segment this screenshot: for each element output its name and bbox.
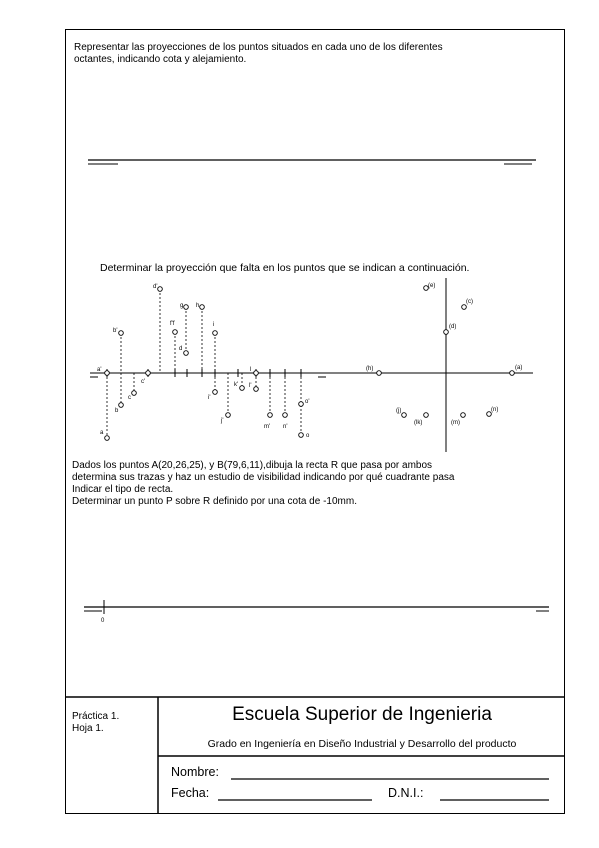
label-k1: k' xyxy=(234,382,239,388)
label-c: c xyxy=(128,395,131,401)
label-l1: l' xyxy=(249,383,252,389)
point-h xyxy=(200,305,205,310)
label-g: g xyxy=(180,303,184,309)
point-l xyxy=(254,371,259,376)
point-d-prime xyxy=(184,351,189,356)
exercise-3-line-4: Determinar un punto P sobre R definido por una cota de -10mm. xyxy=(72,496,357,507)
label-i: i xyxy=(213,322,215,328)
point-i xyxy=(213,331,218,336)
point-i-prime xyxy=(213,390,218,395)
ground-line-3 xyxy=(84,600,549,614)
exercise-3-line-3: Indicar el tipo de recta. xyxy=(72,484,174,495)
label-c1: c' xyxy=(141,379,146,385)
label-j-paren: (j) xyxy=(396,408,402,414)
exercise-2-statement: Determinar la proyección que falta en los puntos que se indican a continuación. xyxy=(100,262,470,274)
exercise-3-line-1: Dados los puntos A(20,26,25), y B(79,6,11),dibuja la recta R que pasa por ambos xyxy=(72,460,433,471)
point-f xyxy=(173,330,178,335)
label-b1: b' xyxy=(113,328,118,334)
school-title: Escuela Superior de Ingenieria xyxy=(232,704,492,725)
exercise-3-line-2: determina sus trazas y haz un estudio de visibilidad indicando por qué cuadrante pasa xyxy=(72,472,455,483)
ground-line-1 xyxy=(88,160,536,164)
point-d-prime-top xyxy=(158,287,163,292)
point-c-right xyxy=(462,305,467,310)
label-m1: m' xyxy=(264,424,271,430)
point-m xyxy=(268,413,273,418)
name-label: Nombre: xyxy=(171,765,219,779)
degree-title: Grado en Ingeniería en Diseño Industrial y Desarrollo del producto xyxy=(207,738,517,750)
points-left xyxy=(105,287,304,441)
label-f1: f'f xyxy=(170,321,175,327)
point-a-right xyxy=(510,371,515,376)
label-b: b xyxy=(115,408,119,414)
label-a-paren: (a) xyxy=(515,365,523,371)
practice-info xyxy=(72,711,119,735)
label-n1: n' xyxy=(283,424,288,430)
label-o1: o' xyxy=(305,399,310,405)
label-d: d xyxy=(179,346,183,352)
practice-label: Práctica 1. xyxy=(72,711,120,722)
label-o: o xyxy=(306,433,310,439)
point-a xyxy=(105,436,110,441)
point-k-prime xyxy=(240,386,245,391)
point-l-prime xyxy=(254,387,259,392)
label-l: l xyxy=(250,367,252,373)
point-b xyxy=(119,403,124,408)
point-lk-right xyxy=(424,413,429,418)
label-h: h xyxy=(196,303,200,309)
dni-label: D.N.I.: xyxy=(388,786,424,800)
point-g xyxy=(184,305,189,310)
label-a: a xyxy=(100,430,104,436)
form-underlines xyxy=(218,779,549,800)
point-o xyxy=(299,433,304,438)
point-labels xyxy=(97,283,522,439)
label-i1: i' xyxy=(208,395,211,401)
date-label: Fecha: xyxy=(171,786,210,800)
point-c xyxy=(132,391,137,396)
point-j-right xyxy=(402,413,407,418)
label-e-paren: (e) xyxy=(428,283,436,289)
label-h-paren: (h) xyxy=(366,366,374,372)
exercise-1-line-2: octantes, indicando cota y alejamiento. xyxy=(74,54,247,65)
label-d-paren: (d) xyxy=(449,324,457,330)
point-j-prime xyxy=(226,413,231,418)
origin-label: 0 xyxy=(101,618,105,624)
point-m-right xyxy=(461,413,466,418)
label-j1: j' xyxy=(221,418,224,424)
point-a-prime xyxy=(105,371,110,376)
sheet-label: Hoja 1. xyxy=(72,723,104,734)
label-a1: a' xyxy=(97,367,102,373)
point-b-prime xyxy=(119,331,124,336)
exercise-1-line-1: Representar las proyecciones de los puntos situados en cada uno de los diferentes xyxy=(74,42,443,53)
point-d-right xyxy=(444,330,449,335)
label-n-paren: (n) xyxy=(491,407,499,413)
label-d1: d' xyxy=(153,284,158,290)
point-n xyxy=(283,413,288,418)
point-o-prime xyxy=(299,402,304,407)
label-lk-paren: (lk) xyxy=(414,420,423,426)
label-c-paren: (c) xyxy=(466,299,473,305)
point-h-right xyxy=(377,371,382,376)
label-m-paren: (m) xyxy=(451,420,460,426)
point-c-prime xyxy=(146,371,151,376)
